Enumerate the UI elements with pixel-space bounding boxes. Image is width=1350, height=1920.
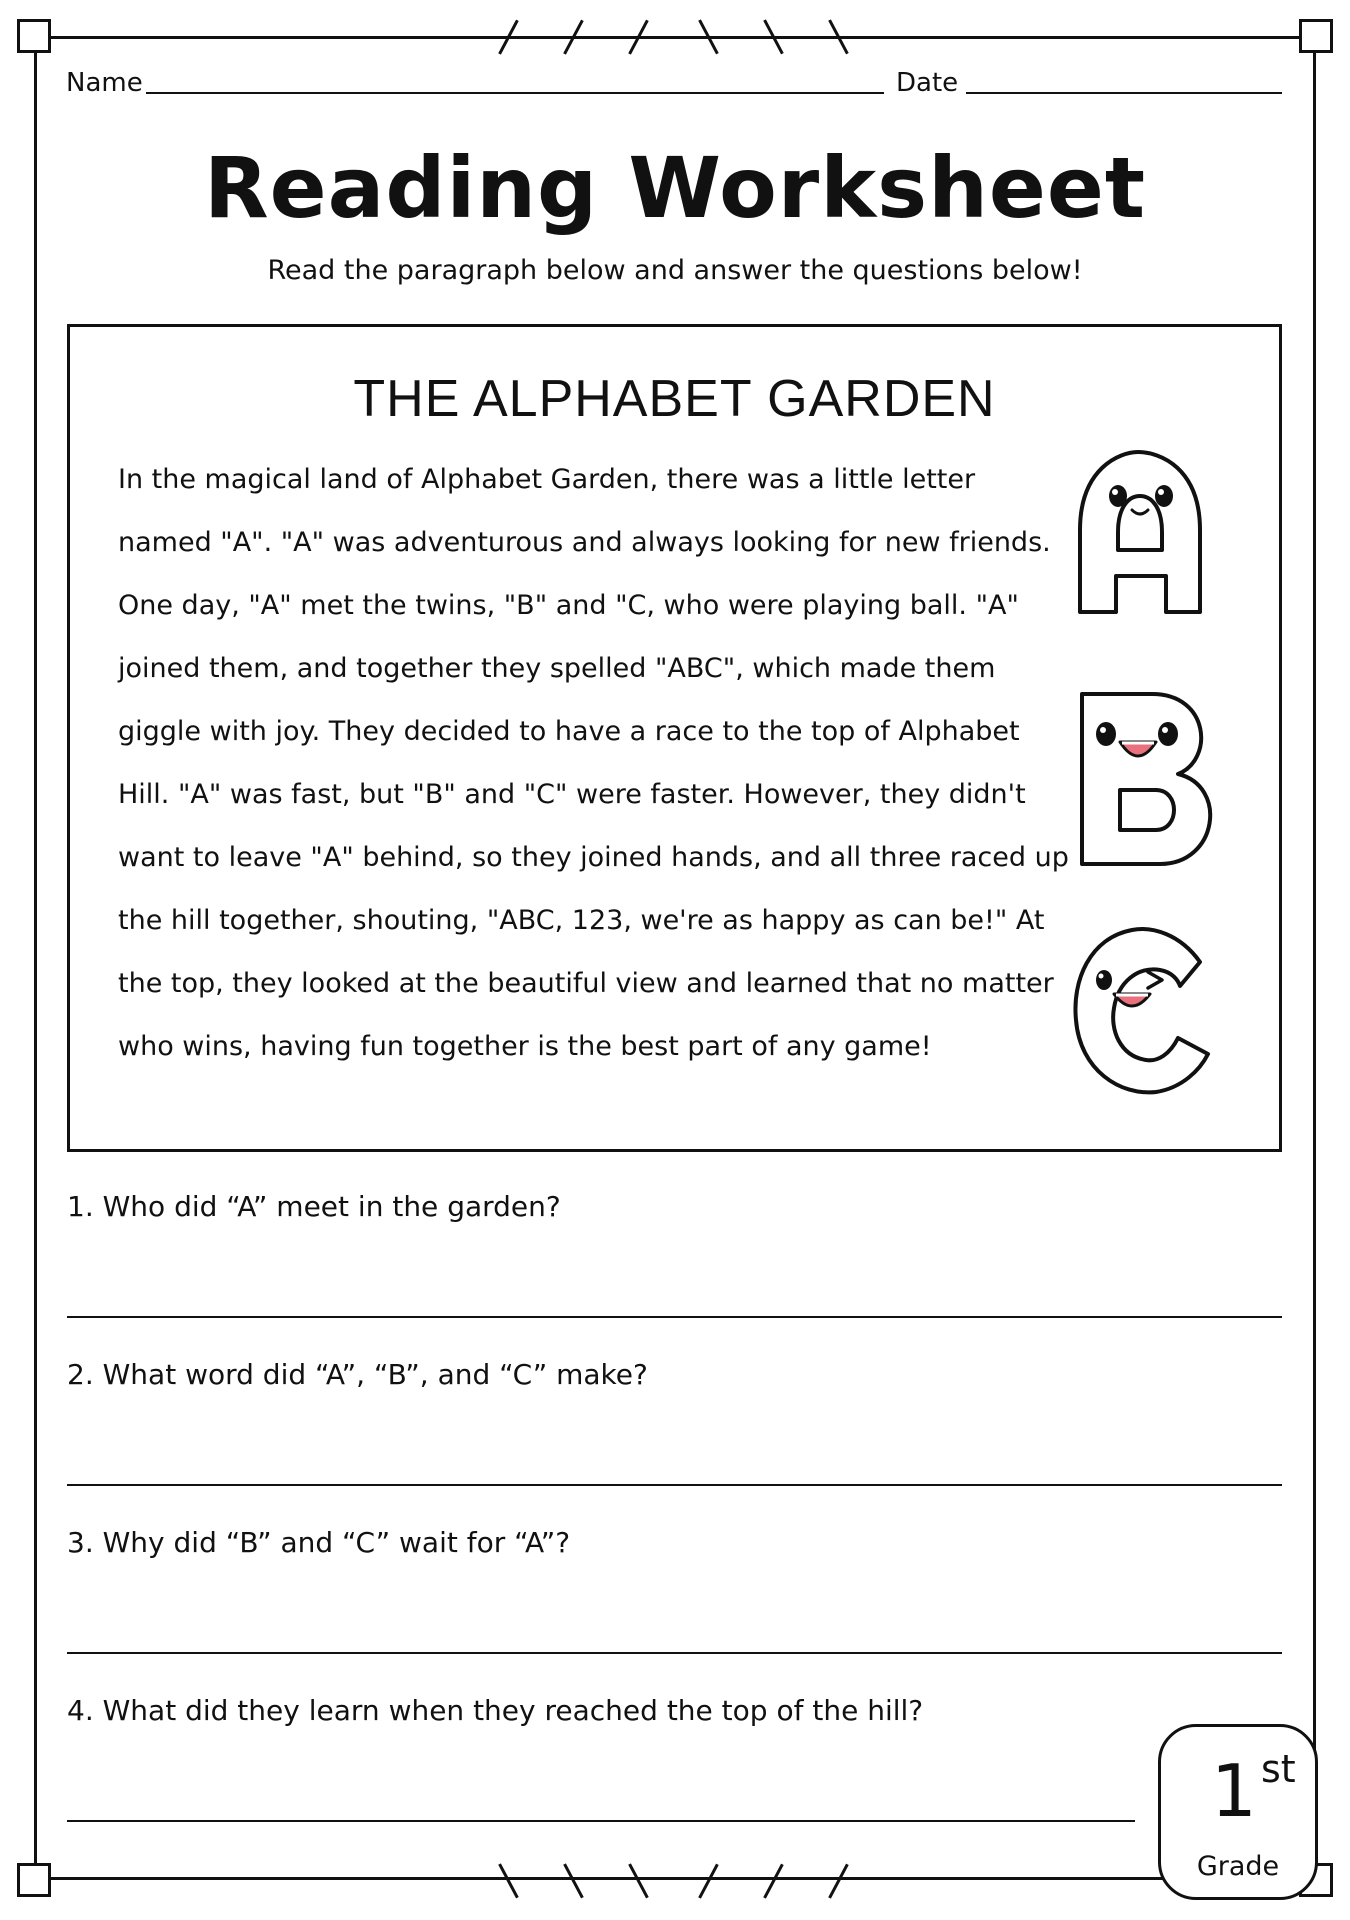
name-label: Name (66, 68, 143, 98)
question-1: 1. Who did “A” meet in the garden? (67, 1190, 561, 1223)
answer-line-1[interactable] (67, 1316, 1282, 1318)
story-line: Hill. "A" was fast, but "B" and "C" were faster. However, they didn't (118, 779, 1026, 810)
corner-square-top-right (1299, 19, 1333, 53)
story-line: In the magical land of Alphabet Garden, there was a little letter (118, 464, 976, 495)
page-title: Reading Worksheet (204, 139, 1146, 237)
question-2: 2. What word did “A”, “B”, and “C” make? (67, 1358, 648, 1391)
story-line: One day, "A" met the twins, "B" and "C, who were playing ball. "A" (118, 590, 1019, 621)
grade-number: 1 (1211, 1749, 1257, 1833)
story-line: joined them, and together they spelled "ABC", which made them (118, 653, 996, 684)
question-3: 3. Why did “B” and “C” wait for “A”? (67, 1526, 571, 1559)
story-line: who wins, having fun together is the best part of any game! (118, 1031, 932, 1062)
date-label: Date (896, 68, 959, 98)
answer-line-2[interactable] (67, 1484, 1282, 1486)
story-title: THE ALPHABET GARDEN (353, 370, 996, 428)
name-field[interactable] (146, 92, 884, 94)
story-line: want to leave "A" behind, so they joined hands, and all three raced up (118, 842, 1069, 873)
date-field[interactable] (966, 92, 1282, 94)
abc-cartoon-illustration (1068, 440, 1248, 1120)
letter-a-character-icon (1080, 452, 1200, 612)
answer-line-3[interactable] (67, 1652, 1282, 1654)
corner-square-top-left (17, 19, 51, 53)
question-4: 4. What did they learn when they reached the top of the hill? (67, 1694, 924, 1727)
story-line: the hill together, shouting, "ABC, 123, we're as happy as can be!" At (118, 905, 1045, 936)
story-line: the top, they looked at the beautiful view and learned that no matter (118, 968, 1054, 999)
corner-square-bottom-left (17, 1863, 51, 1897)
answer-line-4[interactable] (67, 1820, 1135, 1822)
story-line: giggle with joy. They decided to have a race to the top of Alphabet (118, 716, 1020, 747)
grade-suffix: st (1261, 1747, 1296, 1791)
grade-badge (1158, 1724, 1318, 1900)
instructions: Read the paragraph below and answer the questions below! (267, 255, 1083, 286)
letter-b-character-icon (1082, 694, 1210, 864)
story-line: named "A". "A" was adventurous and always looking for new friends. (118, 527, 1051, 558)
letter-c-character-icon (1075, 929, 1208, 1092)
grade-label: Grade (1196, 1851, 1280, 1882)
